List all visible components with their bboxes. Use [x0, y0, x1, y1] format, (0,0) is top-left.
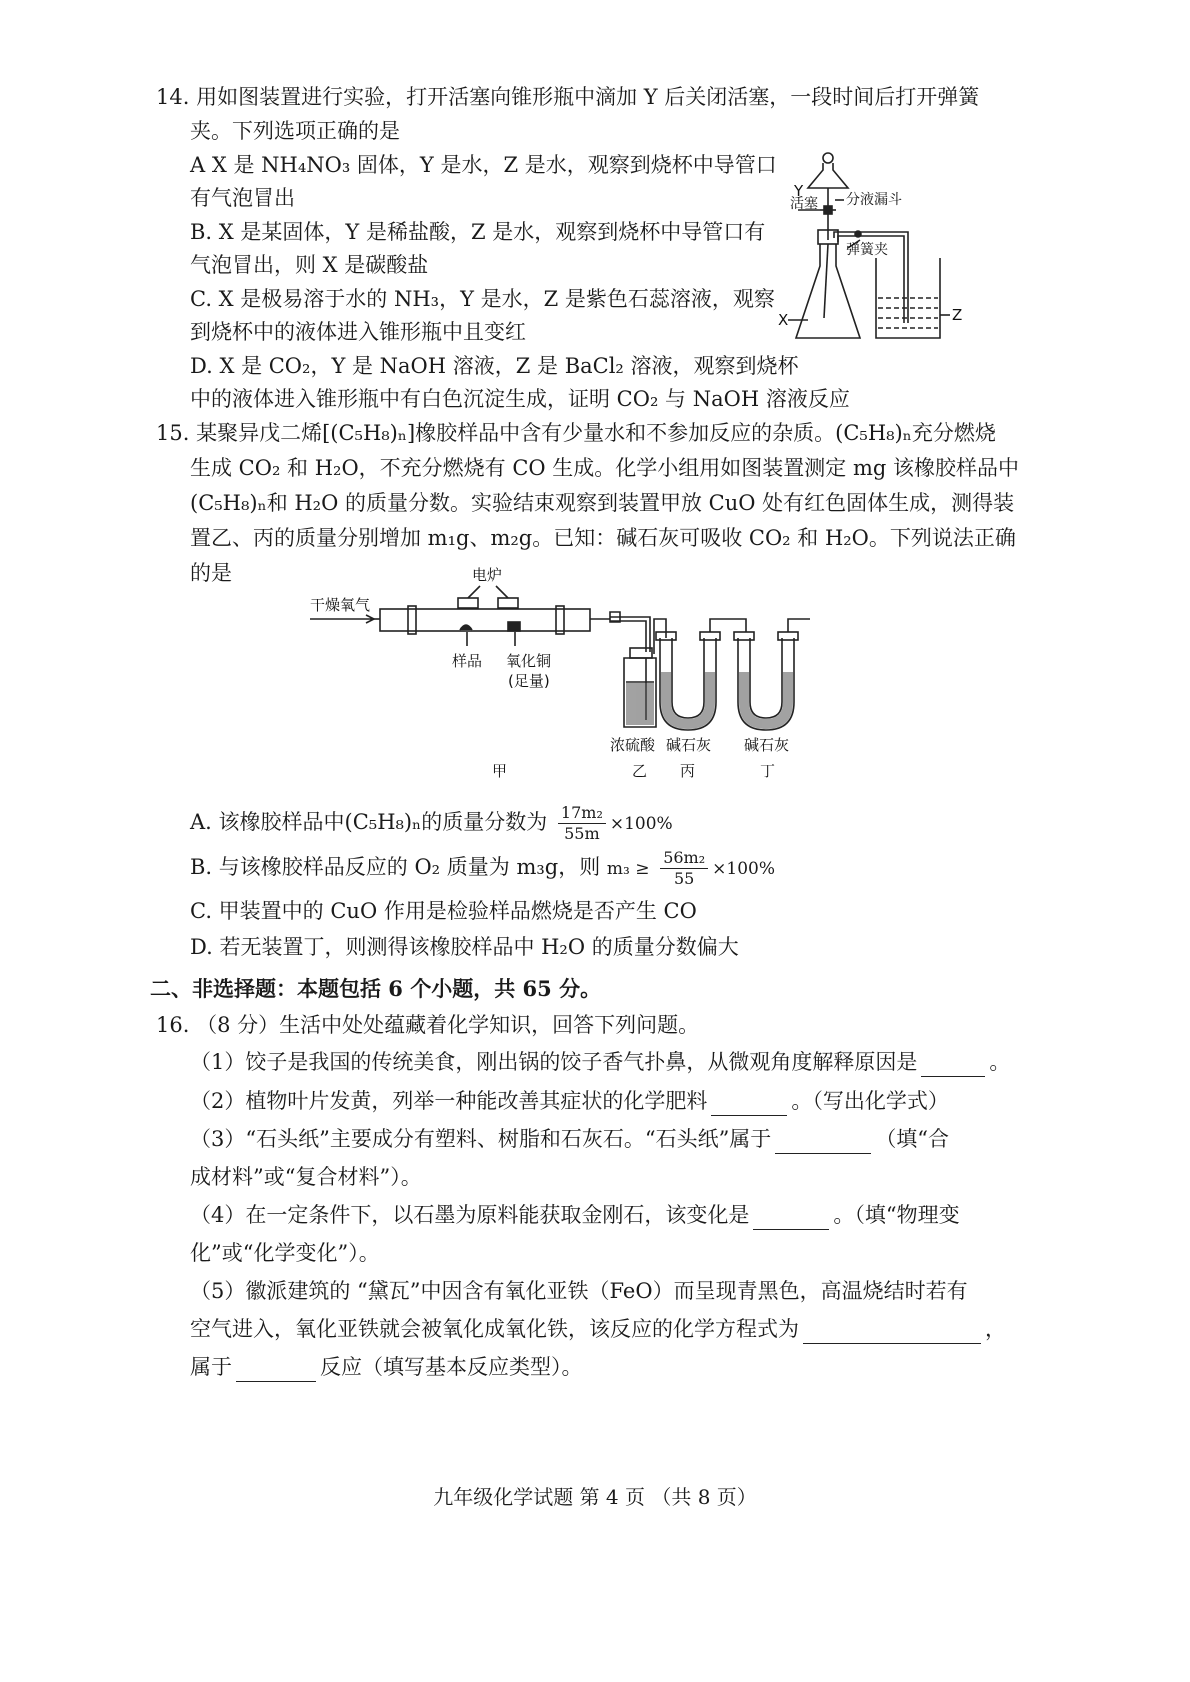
- q15-fig-label-bing: 丙: [680, 762, 696, 780]
- q14-fig-label-funnel: 分液漏斗: [846, 192, 902, 208]
- q15-option-a-denominator: 55m: [564, 824, 600, 843]
- q15-fig-label-cuo-note: (足量): [508, 672, 550, 690]
- q16-part2-end: 。（写出化学式）: [791, 1089, 949, 1113]
- q16-part5-reaction-type-blank[interactable]: [236, 1359, 316, 1382]
- q14-option-b-line2: 气泡冒出，则 X 是碳酸盐: [190, 253, 429, 277]
- q16-part5-line2: [190, 1314, 1006, 1344]
- q14-fig-label-stopcock: 活塞: [790, 196, 818, 212]
- section2-heading: 二、非选择题：本题包括 6 个小题，共 65 分。: [150, 976, 602, 1001]
- q15-fig-label-acid: 浓硫酸: [610, 736, 656, 754]
- q14-stem-line2: 夹。下列选项正确的是: [190, 119, 400, 143]
- q15-fig-label-lime2: 碱石灰: [744, 736, 790, 754]
- q16-part5-line2-end: ，: [985, 1317, 1006, 1341]
- q15-fig-label-furnace: 电炉: [472, 566, 503, 584]
- q16-part3-text: （3）“石头纸”主要成分有塑料、树脂和石灰石。“石头纸”属于: [190, 1127, 772, 1151]
- q16-part4: [190, 1200, 960, 1230]
- q16-part5-line1: （5）徽派建筑的 “黛瓦”中因含有氧化亚铁（FeO）而呈现青黑色，高温烧结时若有: [190, 1279, 968, 1303]
- q16-part4-blank[interactable]: [753, 1207, 829, 1230]
- q15-option-a-fraction: [558, 803, 606, 844]
- page-footer: 九年级化学试题 第 4 页 （共 8 页）: [433, 1485, 757, 1509]
- q15-fig-label-oxygen: 干燥氧气: [310, 596, 371, 614]
- q14-fig-label-z: Z: [952, 306, 963, 324]
- q16-part2: [190, 1086, 949, 1116]
- q16-part5-line3-b: 反应（填写基本反应类型）。: [320, 1355, 583, 1379]
- q16-part3: [190, 1124, 949, 1154]
- q16-part3-end: （填“合: [875, 1127, 950, 1151]
- q15-option-c: C. 甲装置中的 CuO 作用是检验样品燃烧是否产生 CO: [190, 899, 697, 923]
- q14-option-a-line1: A X 是 NH₄NO₃ 固体，Y 是水，Z 是水，观察到烧杯中导管口: [190, 153, 777, 177]
- q14-option-a-line2: 有气泡冒出: [190, 186, 295, 210]
- q16-part2-blank[interactable]: [711, 1093, 787, 1116]
- q16-part1: [190, 1047, 1010, 1077]
- q15-option-b-fraction: [660, 848, 708, 889]
- q16-part1-text: （1）饺子是我国的传统美食，刚出锅的饺子香气扑鼻，从微观角度解释原因是: [190, 1050, 918, 1074]
- q15-option-a: [190, 800, 673, 844]
- q14-fig-label-clamp: 弹簧夹: [846, 242, 888, 258]
- q16-part1-end: 。: [989, 1050, 1011, 1074]
- q15-stem-line1: 15. 某聚异戊二烯[(C₅H₈)ₙ]橡胶样品中含有少量水和不参加反应的杂质。(C₅H₈)ₙ充分燃烧: [156, 421, 996, 445]
- q15-fig-label-lime1: 碱石灰: [666, 736, 712, 754]
- q15-fig-label-jia: 甲: [492, 762, 508, 780]
- q15-option-b: [190, 845, 775, 889]
- q16-part4-end: 。（填“物理变: [833, 1203, 960, 1227]
- q16-part5-line2-text: 空气进入，氧化亚铁就会被氧化成氧化铁，该反应的化学方程式为: [190, 1317, 799, 1341]
- q14-fig-label-x: X: [778, 311, 789, 329]
- q15-option-b-tail: ×100%: [712, 859, 775, 879]
- q16-part4-text: （4）在一定条件下，以石墨为原料能获取金刚石，该变化是: [190, 1203, 750, 1227]
- q14-option-c-line1: C. X 是极易溶于水的 NH₃，Y 是水，Z 是紫色石蕊溶液，观察: [190, 287, 775, 311]
- q15-stem-line4: 置乙、丙的质量分别增加 m₁g、m₂g。已知：碱石灰可吸收 CO₂ 和 H₂O。下列说法正确: [190, 526, 1016, 550]
- q15-option-a-text: A. 该橡胶样品中(C₅H₈)ₙ的质量分数为: [190, 810, 548, 834]
- q16-stem: 16. （8 分）生活中处处蕴藏着化学知识，回答下列问题。: [156, 1013, 700, 1037]
- q15-option-a-numerator: 17m₂: [558, 803, 606, 824]
- q16-part5-equation-blank[interactable]: [803, 1321, 981, 1344]
- q15-option-b-lhs: m₃ ≥: [606, 859, 650, 879]
- q16-part2-text: （2）植物叶片发黄，列举一种能改善其症状的化学肥料: [190, 1089, 708, 1113]
- q14-option-b-line1: B. X 是某固体，Y 是稀盐酸，Z 是水，观察到烧杯中导管口有: [190, 220, 766, 244]
- q15-fig-label-sample: 样品: [452, 652, 483, 670]
- q15-apparatus-figure: [310, 562, 830, 782]
- q14-apparatus-figure: [778, 148, 1030, 363]
- q16-part3-line2: 成材料”或“复合材料”）。: [190, 1165, 422, 1189]
- q15-fig-label-yi: 乙: [632, 762, 648, 780]
- q16-part4-line2: 化”或“化学变化”）。: [190, 1241, 380, 1265]
- q14-option-d-line2: 中的液体进入锥形瓶中有白色沉淀生成，证明 CO₂ 与 NaOH 溶液反应: [190, 387, 850, 411]
- q15-fig-label-ding: 丁: [760, 762, 776, 780]
- q14-option-d-line1: D. X 是 CO₂，Y 是 NaOH 溶液，Z 是 BaCl₂ 溶液，观察到烧杯: [190, 354, 799, 378]
- q16-part5-line3: [190, 1352, 583, 1382]
- q16-part1-blank[interactable]: [921, 1054, 985, 1077]
- q15-stem-line5: 的是: [190, 561, 232, 585]
- q16-part5-line3-a: 属于: [190, 1355, 232, 1379]
- q15-option-a-tail: ×100%: [609, 814, 673, 834]
- q15-stem-line2: 生成 CO₂ 和 H₂O，不充分燃烧有 CO 生成。化学小组用如图装置测定 mg 该橡胶样品中: [190, 456, 1020, 480]
- q14-fig-label-y: Y: [794, 182, 804, 200]
- q14-option-c-line2: 到烧杯中的液体进入锥形瓶中且变红: [190, 320, 526, 344]
- q14-stem-line1: 14. 用如图装置进行实验，打开活塞向锥形瓶中滴加 Y 后关闭活塞，一段时间后打开弹簧: [156, 85, 980, 109]
- q15-option-d: D. 若无装置丁，则测得该橡胶样品中 H₂O 的质量分数偏大: [190, 935, 739, 959]
- q15-fig-label-cuo: 氧化铜: [506, 652, 552, 670]
- q15-stem-line3: (C₅H₈)ₙ和 H₂O 的质量分数。实验结束观察到装置甲放 CuO 处有红色固体生成，测得装: [190, 491, 1015, 515]
- q15-option-b-denominator: 55: [673, 869, 695, 888]
- q15-option-b-numerator: 56m₂: [660, 848, 708, 869]
- q16-part3-blank[interactable]: [775, 1131, 871, 1154]
- q15-option-b-text: B. 与该橡胶样品反应的 O₂ 质量为 m₃g，则: [190, 855, 601, 879]
